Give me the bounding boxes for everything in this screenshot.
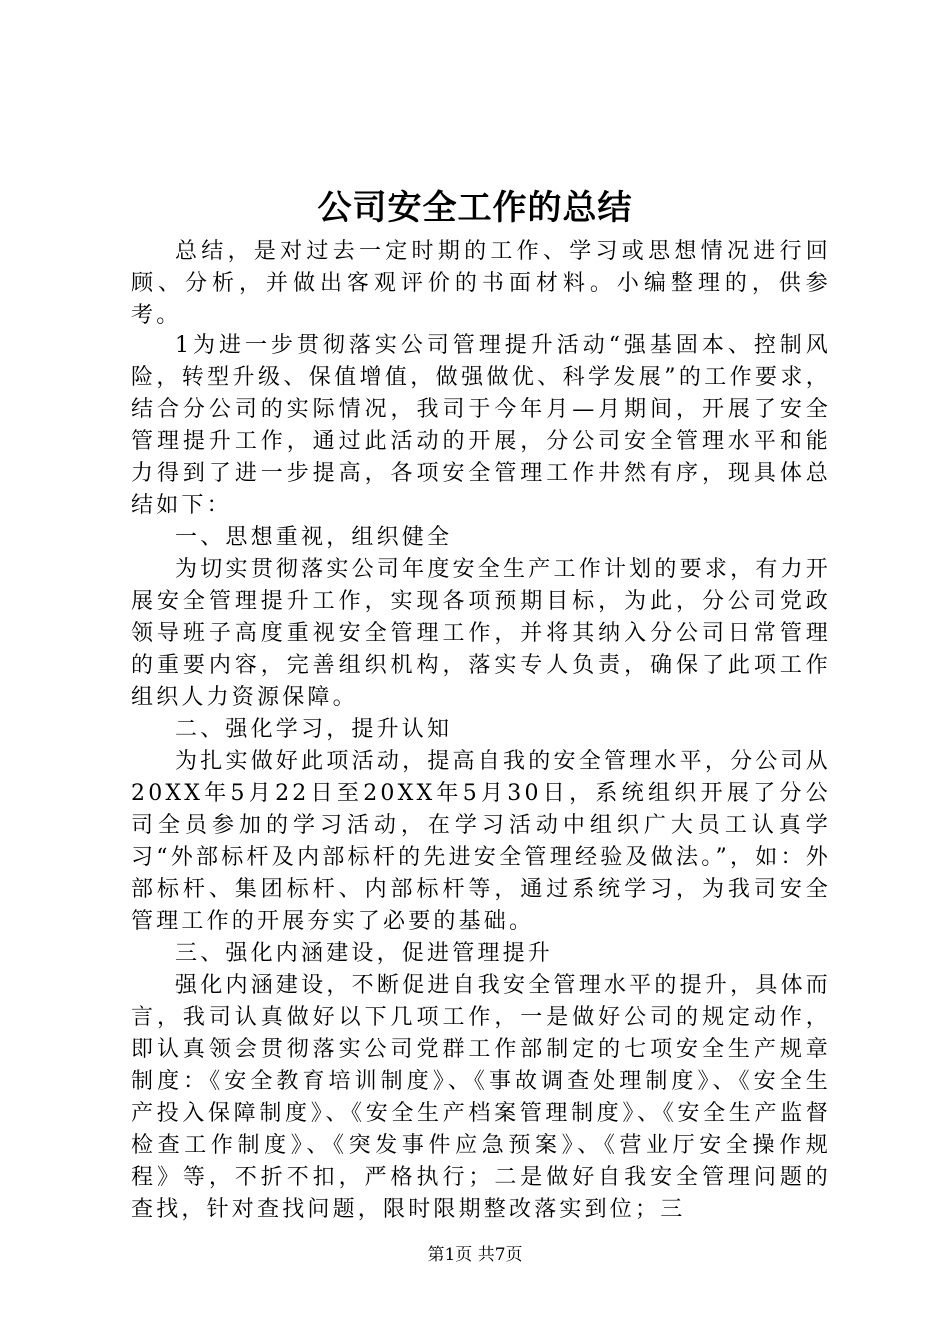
page-title: 公司安全工作的总结: [317, 188, 633, 228]
main-section: [131, 330, 831, 1226]
body-paragraph: 强化内涵建设，不断促进自我安全管理水平的提升，具体而言，我司认真做好以下几项工作，一是做好公司的规定动作，即认真领会贯彻落实公司党群工作部制定的七项安全生产规章制度：《安全教育培训制度》、《事故调查处理制度》、《安全生产投入保障制度》、《安全生产档案管理制度》、《安全生产监督检查工作制度》、《突发事件应急预案》、《营业厅安全操作规程》等，不折不扣，严格执行；二是做好自我安全管理问题的查找，针对查找问题，限时限期整改落实到位；三: [131, 973, 831, 1222]
body-paragraph: 为扎实做好此项活动，提高自我的安全管理水平，分公司从20XX年5月22日至20XX年5月30日，系统组织开展了分公司全员参加的学习活动，在学习活动中组织广大员工认真学习“外部标杆及内部标杆的先进安全管理经验及做法。”，如：外部标杆、集团标杆、内部标杆等，通过系统学习，为我司安全管理工作的开展夯实了必要的基础。: [131, 749, 831, 934]
section-heading-3: 三、强化内涵建设，促进管理提升: [175, 941, 554, 966]
page-number-footer: 第1页 共7页: [427, 1245, 523, 1265]
body-paragraph: 1为进一步贯彻落实公司管理提升活动“强基固本、控制风险，转型升级、保值增值，做强做优、科学发展”的工作要求，结合分公司的实际情况，我司于今年月—月期间，开展了安全管理提升工作，通过此活动的开展，分公司安全管理水平和能力得到了进一步提高，各项安全管理工作井然有序，现具体总结如下：: [131, 333, 831, 518]
section-heading-1: 一、思想重视，组织健全: [175, 525, 453, 550]
body-paragraph: 为切实贯彻落实公司年度安全生产工作计划的要求，有力开展安全管理提升工作，实现各项预期目标，为此，分公司党政领导班子高度重视安全管理工作，并将其纳入分公司日常管理的重要内容，完善组织机构，落实专人负责，确保了此项工作组织人力资源保障。: [131, 557, 831, 710]
intro-section: [131, 236, 831, 332]
section-heading-2: 二、强化学习，提升认知: [175, 717, 453, 742]
intro-paragraph: 总结，是对过去一定时期的工作、学习或思想情况进行回顾、分析，并做出客观评价的书面材料。小编整理的，供参考。: [131, 239, 831, 328]
